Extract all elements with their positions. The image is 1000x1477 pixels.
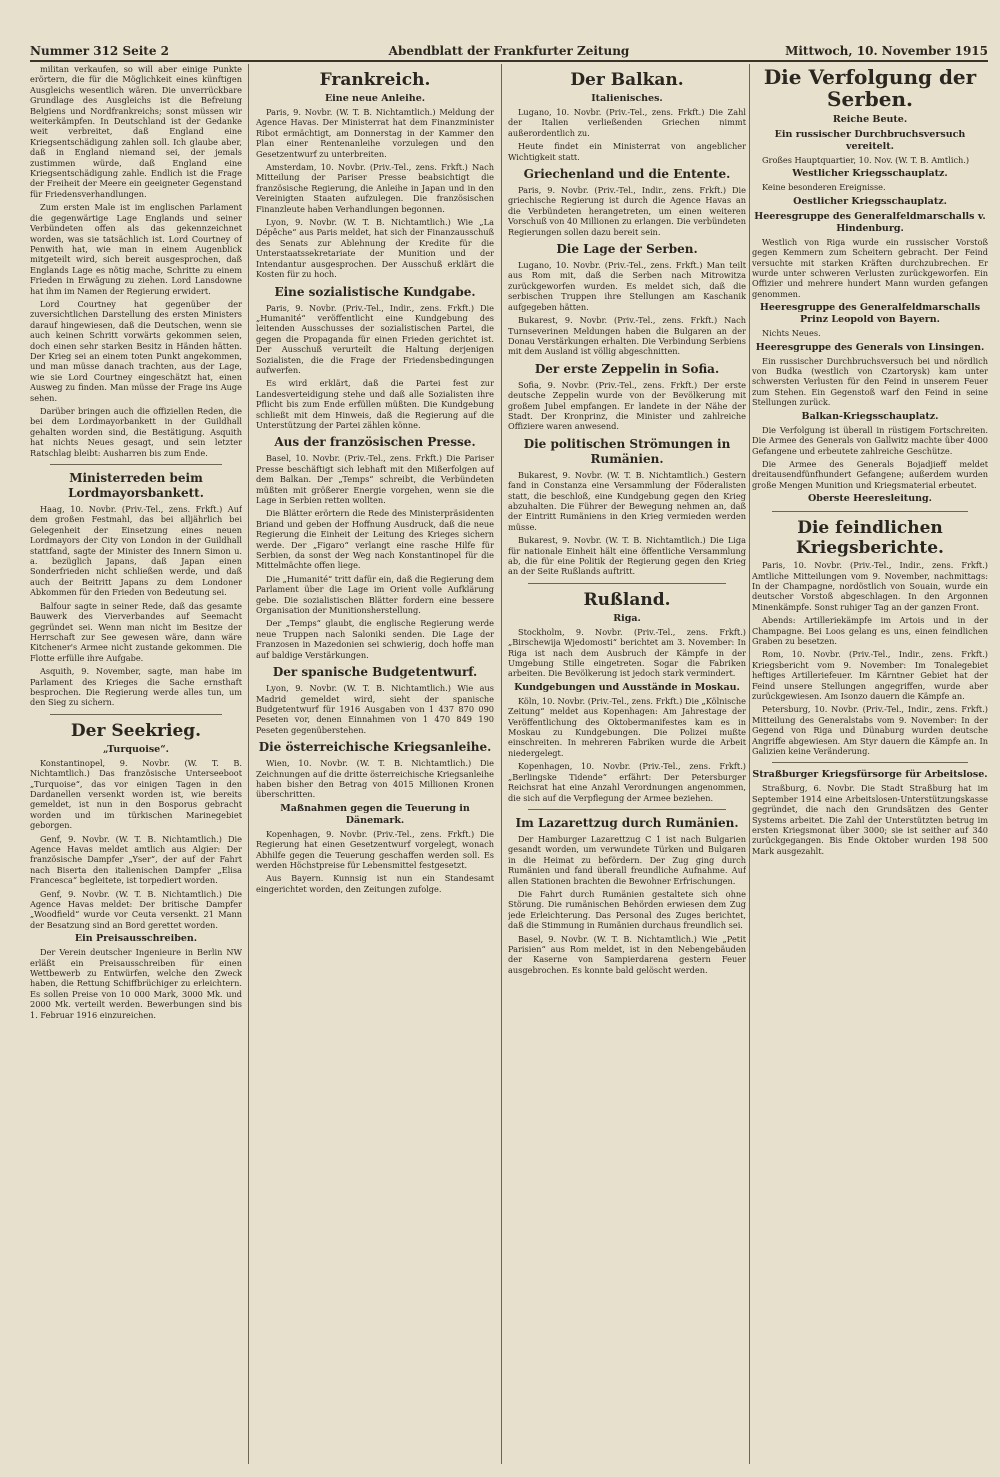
headline: Eine sozialistische Kundgabe. [274,284,476,299]
headline: Der spanische Budgetentwurf. [272,665,478,680]
article-paragraph: Die Armee des Generals Bojadjieff meldet dreitausendfünfhundert Gefangene; außerdem wurden große Mengen Munition und Kriegsmaterial erbeutet. [752,458,988,490]
section-divider [50,714,222,715]
article-paragraph: Aus Bayern. Kunnsig ist nun ein Standesamt eingerichtet worden, den Zeitungen zufolge. [256,873,494,894]
column-4 [752,64,988,1464]
article-paragraph: Asquith, 9. November, sagte, man habe im Parlament des Krieges die Sache ernsthaft besprochen. Die Regierung werde alles tun, um den Sieg zu sichern. [30,666,242,708]
article-paragraph: Abends: Artilleriekämpfe im Artois und in der Champagne. Bei Loos gelang es uns, einen feindlichen Graben zu besetzen. [752,615,988,646]
column-rule [749,64,750,1464]
article-paragraph: Bukarest, 9. Novbr. (W. T. B. Nichtamtlich.) Gestern fand in Constanza eine Versammlung der Föderalisten statt, die beschloß, eine Kundgebung gegen den Krieg abzuhalten. Die Führer der Bewegung nehmen an, daß der Eintritt Rumäniens in den Krieg vermieden werden müsse. [508,469,746,532]
article-paragraph: Heute findet ein Ministerrat von angeblicher Wichtigkeit statt. [508,141,746,162]
article-paragraph: Straßburg, 6. Novbr. Die Stadt Straßburg hat im September 1914 eine Arbeitslosen-Unterstützungskasse gegründet, die nach den Grundsätzen des Genter Systems arbeitet. Die Zahl der Unterstützten betrug im ersten Kriegsmonat über 3000; sie ist seither auf 340 zurückgegangen. Bis Ende Oktober wurden 198 500 Mark ausgezahlt. [752,783,988,856]
subheadline: Eine neue Anleihe. [324,93,426,104]
subheadline: Oestlicher Kriegsschauplatz. [793,195,947,207]
article-paragraph: Der Verein deutscher Ingenieure in Berlin NW erläßt ein Preisausschreiben für einen Wettbewerb zu Entwürfen, welche den Zweck haben, die Rettung Schiffbrüchiger zu erleichtern. Es sollen Preise von 10 000 Mark, 3000 Mk. und 2000 Mk. verteilt werden. Bewerbungen sind bis 1. Februar 1916 einzureichen. [30,947,242,1020]
article-paragraph: Lugano, 10. Novbr. (Priv.-Tel., zens. Frkft.) Die Zahl der Italien verließenden Griechen nimmt außerordentlich zu. [508,107,746,138]
issue-number: Nummer 312 Seite 2 [30,44,170,58]
article-paragraph: Darüber bringen auch die offiziellen Reden, die bei dem Lordmayorbankett in der Guildhall gehalten worden sind, die Bestätigung. Asquith hat nichts Neues gesagt, und sein letzter Ratschlag bleibt: Ausharren bis zum Ende. [30,406,242,458]
headline: Die Lage der Serben. [556,242,698,257]
page-header [30,44,988,62]
article-paragraph: Die Verfolgung ist überall in rüstigem Fortschreiten. Die Armee des Generals von Gallwitz machte über 4000 Gefangene und erbeutete zahlreiche Geschütze. [752,424,988,456]
article-paragraph: Amsterdam, 10. Novbr. (Priv.-Tel., zens. Frkft.) Nach Mitteilung der Pariser Presse beabsichtigt die französische Regierung, die Anleihe in Japan und in den Vereinigten Staaten aufzulegen. Die französischen Finanzleute haben Verhandlungen begonnen. [256,162,494,214]
article-paragraph: Die „Humanité“ tritt dafür ein, daß die Regierung dem Parlament über die Lage im Orient volle Aufklärung gebe. Die sozialistischen Blätter fordern eine bessere Organisation der Munitionsherstellung. [256,573,494,616]
article-paragraph: Lord Courtney hat gegenüber der zuversichtlichen Darstellung des ersten Ministers darauf hingewiesen, daß die Deutschen, wenn sie auch keinen Schritt vorwärts gekommen seien, doch einen sehr starken Besitz in Händen hätten. Der Krieg sei an einem toten Punkt angekommen, und man müsse danach trachten, aus der Lage, wie sie Lord Courtney eingeschätzt hat, einen Ausweg zu finden. Man müsse der Frage ins Auge sehen. [30,298,242,403]
article-paragraph: Balfour sagte in seiner Rede, daß das gesamte Bauwerk des Vierverbandes auf Seemacht gegründet sei. Wenn man nicht im Besitze der Herrschaft zur See gewesen wäre, dann wäre Kitchener's Armee nicht zustande gekommen. Die Flotte erfülle ihre Aufgabe. [30,600,242,663]
article-paragraph: Paris, 9. Novbr. (Priv.-Tel., Indir., zens. Frkft.) Die griechische Regierung ist durch die Agence Havas an die Verbündeten herangetreten, um einen weiteren Vorschuß von 40 Millionen zu erlangen. Die verbündeten Regierungen sollen dazu bereit sein. [508,185,746,237]
article-paragraph: Haag, 10. Novbr. (Priv.-Tel., zens. Frkft.) Auf dem großen Festmahl, das bei alljährlich bei Gelegenheit der Einsetzung eines neuen Lordmayors der City von London in der Guildhall stattfand, sagte der Minister des Innern Simon u. a. bezüglich Japans, daß Japan einen Sonderfrieden nicht schließen werde, und daß auch der Beitritt Japans zu dem Londoner Abkommen für den Frieden von Bedeutung sei. [30,504,242,598]
subheadline: Riga. [613,612,641,624]
article-paragraph: Ein russischer Durchbruchsversuch bei und nördlich von Budka (westlich von Czartorysk) kam unter schwersten Verlusten für den Feind in unserem Feuer zum Stehen. Ein Gegenstoß warf den Feind in seine Stellungen zurück. [752,355,988,408]
column-rule [501,64,502,1464]
headline: Die politischen Strömungen in Rumänien. [523,436,731,466]
article-paragraph: Westlich von Riga wurde ein russischer Vorstoß gegen Kemmern zum Scheitern gebracht. Der Feind versuchte mit starken Kräften durchzubrechen. Er wurde unter schweren Verlusten zurückgeworfen. Ein Offizier und mehrere hundert Mann wurden gefangen genommen. [752,236,988,299]
section-divider [528,583,726,584]
issue-date: Mittwoch, 10. November 1915 [785,44,988,58]
subheadline: Reiche Beute. [832,114,908,125]
lead-headline: Die Verfolgung der Serben. [763,65,977,111]
section-divider [772,511,968,512]
article-paragraph: Paris, 9. Novbr. (Priv.-Tel., Indir., zens. Frkft.) Die „Humanité“ veröffentlicht eine Kundgebung des leitenden Ausschusses der sozialistischen Partei, die gegen die Propaganda für einen Frieden gerichtet ist. Der Ausschuß verurteilt die Haltung derjenigen Sozialisten, die die Frage der Friedensbedingungen aufwerfen. [256,302,494,375]
subheadline: Heeresgruppe des Generalfeldmarschalls v. Hindenburg. [754,210,986,234]
article-paragraph: Wien, 10. Novbr. (W. T. B. Nichtamtlich.) Die Zeichnungen auf die dritte österreichische Kriegsanleihe haben bisher den Betrag von 4015 Millionen Kronen überschritten. [256,758,494,800]
article-paragraph: Stockholm, 9. Novbr. (Priv.-Tel., zens. Frkft.) „Birschewija Wjedomosti“ berichtet am 3. November: In Riga ist nach dem Ausbruch der Kämpfe in der Umgebung Stille eingetreten. Sogar die Fabriken arbeiten. Die Bevölkerung ist jedoch stark vermindert. [508,626,746,679]
subheadline: Balkan-Kriegsschauplatz. [801,410,939,422]
subheadline: Italienisches. [591,93,663,104]
subheadline: Westlicher Kriegsschauplatz. [792,168,948,180]
article-paragraph: Keine besonderen Ereignisse. [762,182,886,193]
article-paragraph: Petersburg, 10. Novbr. (Priv.-Tel., Indir., zens. Frkft.) Mitteilung des Generalstabs vom 9. November: In der Gegend von Riga und Dünaburg wurden deutsche Angriffe abgewiesen. Am Styr dauern die Kämpfe an. In Galizien keine Veränderung. [752,704,988,757]
signature: Oberste Heeresleitung. [808,493,932,505]
article-paragraph: militan verkaufen, so will aber einige Punkte erörtern, die für die Möglichkeit eines künftigen Ausgleichs wesentlich wären. Die unverrückbare Grundlage des Ausgleichs ist die Befreiung Belgiens und Nordfrankreichs; sonst müssen wir weiterkämpfen. In Deutschland ist der Gedanke weit verbreitet, daß England eine Kriegsentschädigung zahlen soll. Ich glaube aber, daß in England niemand sei, der jemals zustimmen würde, daß England eine Kriegsentschädigung zahle. Endlich ist die Frage der Freiheit der Meere ein geeigneter Gegenstand für Friedensverhandlungen. [30,64,242,199]
subheadline: Ein Preisausschreiben. [74,933,198,945]
article-paragraph: Köln, 10. Novbr. (Priv.-Tel., zens. Frkft.) Die „Kölnische Zeitung“ meldet aus Kopenhagen: Am Jahrestage der Veröffentlichung des Oktobermanifestes kam es in Moskau zu Kundgebungen. Die Polizei mußte einschreiten. In mehreren Fabriken wurde die Arbeit niedergelegt. [508,695,746,758]
article-paragraph: Es wird erklärt, daß die Partei fest zur Landesverteidigung stehe und daß alle Sozialisten ihre Pflicht bis zum Ende erfüllen müßten. Die Kundgebung schließt mit dem Hinweis, daß die Regierung auf die Unterstützung der Partei zählen könne. [256,378,494,430]
subheadline: „Turquoise“. [102,743,169,755]
headline: Aus der französischen Presse. [274,435,476,450]
article-paragraph: Der Hamburger Lazarettzug C 1 ist nach Bulgarien gesandt worden, um verwundete Türken und Bulgaren in die Heimat zu befördern. Der Zug ging durch Rumänien und fand überall freundliche Aufnahme. Auf allen Stationen brachten die Bewohner Erfrischungen. [508,833,746,886]
article-paragraph: Genf, 9. Novbr. (W. T. B. Nichtamtlich.) Die Agence Havas meldet: Der britische Dampfer „Woodfield“ wurde vor Ceuta versenkt. 21 Mann der Besatzung sind an Bord gerettet worden. [30,888,242,930]
article-paragraph: Sofia, 9. Novbr. (Priv.-Tel., zens. Frkft.) Der erste deutsche Zeppelin wurde von der Bevölkerung mit großem Jubel empfangen. Er landete in der Nähe der Stadt. Der Kronprinz, die Minister und zahlreiche Offiziere waren anwesend. [508,379,746,432]
section-headline: Der Seekrieg. [70,720,202,741]
article-paragraph: Zum ersten Male ist im englischen Parlament die gegenwärtige Lage Englands und seiner Verbündeten offen als das gekennzeichnet worden, was sie tatsächlich ist. Lord Courtney of Penwith hat, wie man in einem Augenblick mitgeteilt wird, sich bereit ausgesprochen, daß Englands Lage es nötig mache, Schritte zu einem Frieden in Erwägung zu ziehen. Lord Lansdowne hat ihm im Namen der Regierung erwidert. [30,202,242,296]
article-paragraph: Genf, 9. Novbr. (W. T. B. Nichtamtlich.) Die Agence Havas meldet amtlich aus Algier: Der französische Dampfer „Yser“, der auf der Fahrt nach Biserta den italienischen Dampfer „Elisa Francesca“ begleitete, ist torpediert worden. [30,833,242,886]
subheadline: Heeresgruppe des Generals von Linsingen. [755,341,985,353]
article-paragraph: Rom, 10. Novbr. (Priv.-Tel., Indir., zens. Frkft.) Kriegsbericht vom 9. November: Im Tonalegebiet heftiges Artilleriefeuer. Im Kärntner Gebiet hat der Feind unsere Stellungen angegriffen, wurde aber zurückgewiesen. Am Isonzo dauern die Kämpfe an. [752,649,988,701]
subheadline: Maßnahmen gegen die Teuerung in Dänemark. [280,802,470,826]
article-paragraph: Kopenhagen, 10. Novbr. (Priv.-Tel., zens. Frkft.) „Berlingske Tidende“ erfährt: Der Petersburger Reichsrat hat eine Anzahl Verordnungen angenommen, die sich auf die Verpflegung der Armee beziehen. [508,761,746,803]
headline: Der erste Zeppelin in Sofia. [534,361,720,376]
article-paragraph: Die Blätter erörtern die Rede des Ministerpräsidenten Briand und geben der Hoffnung Ausdruck, daß die neue Regierung die Einheit der Leitung des Krieges sichern werde. Der „Figaro“ verlangt eine rasche Hilfe für Serbien, da sonst der Weg nach Konstantinopel für die Mittelmächte offen liege. [256,508,494,571]
column-1 [30,64,242,1464]
section-divider [528,809,726,810]
headline: Im Lazarettzug durch Rumänien. [515,815,739,830]
headline: Ministerreden beim Lordmayorsbankett. [68,471,204,501]
headline: Die österreichische Kriegsanleihe. [258,740,492,755]
column-2 [256,64,494,1464]
article-paragraph: Nichts Neues. [762,328,821,339]
subheadline: Kundgebungen und Ausstände in Moskau. [514,681,740,693]
article-paragraph: Basel, 10. Novbr. (Priv.-Tel., zens. Frkft.) Die Pariser Presse beschäftigt sich lebhaft mit den Mißerfolgen auf dem Balkan. Der „Temps“ schreibt, die Verbündeten müßten mit größerer Energie vorgehen, wenn sie die Lage in Serbien retten wollten. [256,453,494,505]
article-paragraph: Bukarest, 9. Novbr. (W. T. B. Nichtamtlich.) Die Liga für nationale Einheit hält eine öffentliche Versammlung ab, die für eine Politik der Regierung gegen den Krieg an der Seite Rußlands auftritt. [508,535,746,577]
article-paragraph: Die Fahrt durch Rumänien gestaltete sich ohne Störung. Die rumänischen Behörden erwiesen dem Zug jede Erleichterung. Das Personal des Zuges berichtet, daß die Stimmung in Rumänien durchaus freundlich sei. [508,888,746,931]
subheadline: Ein russischer Durchbruchsversuch vereitelt. [774,129,966,152]
headline: Griechenland und die Entente. [523,167,731,182]
section-headline: Rußland. [583,589,671,610]
article-paragraph: Bukarest, 9. Novbr. (Priv.-Tel., zens. Frkft.) Nach Turnseverinen Meldungen haben die Bulgaren an der Donau Verstärkungen erhalten. Die Verbindung Serbiens mit dem Ausland ist völlig abgeschnitten. [508,315,746,357]
section-headline: Die feindlichen Kriegsberichte. [796,518,944,559]
column-3 [508,64,746,1464]
newspaper-title: Abendblatt der Frankfurter Zeitung [388,44,630,58]
article-paragraph: Basel, 9. Novbr. (W. T. B. Nichtamtlich.) Wie „Petit Parisien“ aus Rom meldet, ist in den Nebengebäuden der Kaserne von Sampierdarena gestern Feuer ausgebrochen. Es konnte bald gelöscht werden. [508,933,746,975]
article-paragraph: Lugano, 10. Novbr. (Priv.-Tel., zens. Frkft.) Man teilt aus Rom mit, daß die Serben nach Mitrowitza zurückgeworfen wurden. Es meldet sich, daß die serbischen Truppen ihre Stellungen am Kaschanik aufgegeben hätten. [508,260,746,312]
article-paragraph: Der „Temps“ glaubt, die englische Regierung werde neue Truppen nach Saloniki senden. Die Lage der Franzosen in Mazedonien sei schwierig, doch hoffe man auf baldige Verstärkungen. [256,618,494,660]
article-paragraph: Kopenhagen, 9. Novbr. (Priv.-Tel., zens. Frkft.) Die Regierung hat einen Gesetzentwurf vorgelegt, wonach Abhilfe gegen die Teuerung geschaffen werden soll. Es werden Höchstpreise für Lebensmittel festgesetzt. [256,828,494,870]
article-paragraph: Großes Hauptquartier, 10. Nov. (W. T. B. Amtlich.) [762,155,970,165]
section-divider [50,464,222,465]
column-rule [248,64,249,1464]
article-paragraph: Lyon, 9. Novbr. (W. T. B. Nichtamtlich.) Wie „La Dépêche“ aus Paris meldet, hat sich der Finanzausschuß des Senats zur Ablehnung der Kredite für die Unterstaatssekretariate der Munition und der Intendantur ausgesprochen. Der Ausschuß erklärt die Kosten für zu hoch. [256,217,494,280]
article-paragraph: Lyon, 9. Novbr. (W. T. B. Nichtamtlich.) Wie aus Madrid gemeldet wird, sieht der spanische Budgetentwurf für 1916 Ausgaben von 1 437 870 090 Peseten vor, denen Einnahmen von 1 470 849 190 Peseten gegenüberstehen. [256,683,494,735]
section-divider [772,762,968,763]
section-headline: Frankreich. [319,70,431,90]
subheadline: Heeresgruppe des Generalfeldmarschalls Prinz Leopold von Bayern. [759,302,981,326]
article-paragraph: Konstantinopel, 9. Novbr. (W. T. B. Nichtamtlich.) Das französische Unterseeboot „Turquoise“, das vor einigen Tagen in den Dardanellen versenkt worden ist, wie bereits gemeldet, ist nun in den Bosporus gebracht worden und im türkischen Marinegebiet geborgen. [30,757,242,831]
section-headline: Der Balkan. [570,70,684,90]
article-paragraph: Paris, 9. Novbr. (W. T. B. Nichtamtlich.) Meldung der Agence Havas. Der Ministerrat hat dem Finanzminister Ribot ermächtigt, am Donnerstag in der Kammer den Plan einer Rentenanleihe vorzulegen und den Gesetzentwurf zu unterbreiten. [256,107,494,159]
article-paragraph: Paris, 10. Novbr. (Priv.-Tel., Indir., zens. Frkft.) Amtliche Mitteilungen vom 9. November, nachmittags: In der Champagne, nordöstlich von Souain, wurde ein deutscher Vorstoß abgeschlagen. In den Argonnen Minenkämpfe. Sonst ruhiger Tag an der ganzen Front. [752,560,988,612]
subheadline: Straßburger Kriegsfürsorge für Arbeitslose. [752,769,988,781]
